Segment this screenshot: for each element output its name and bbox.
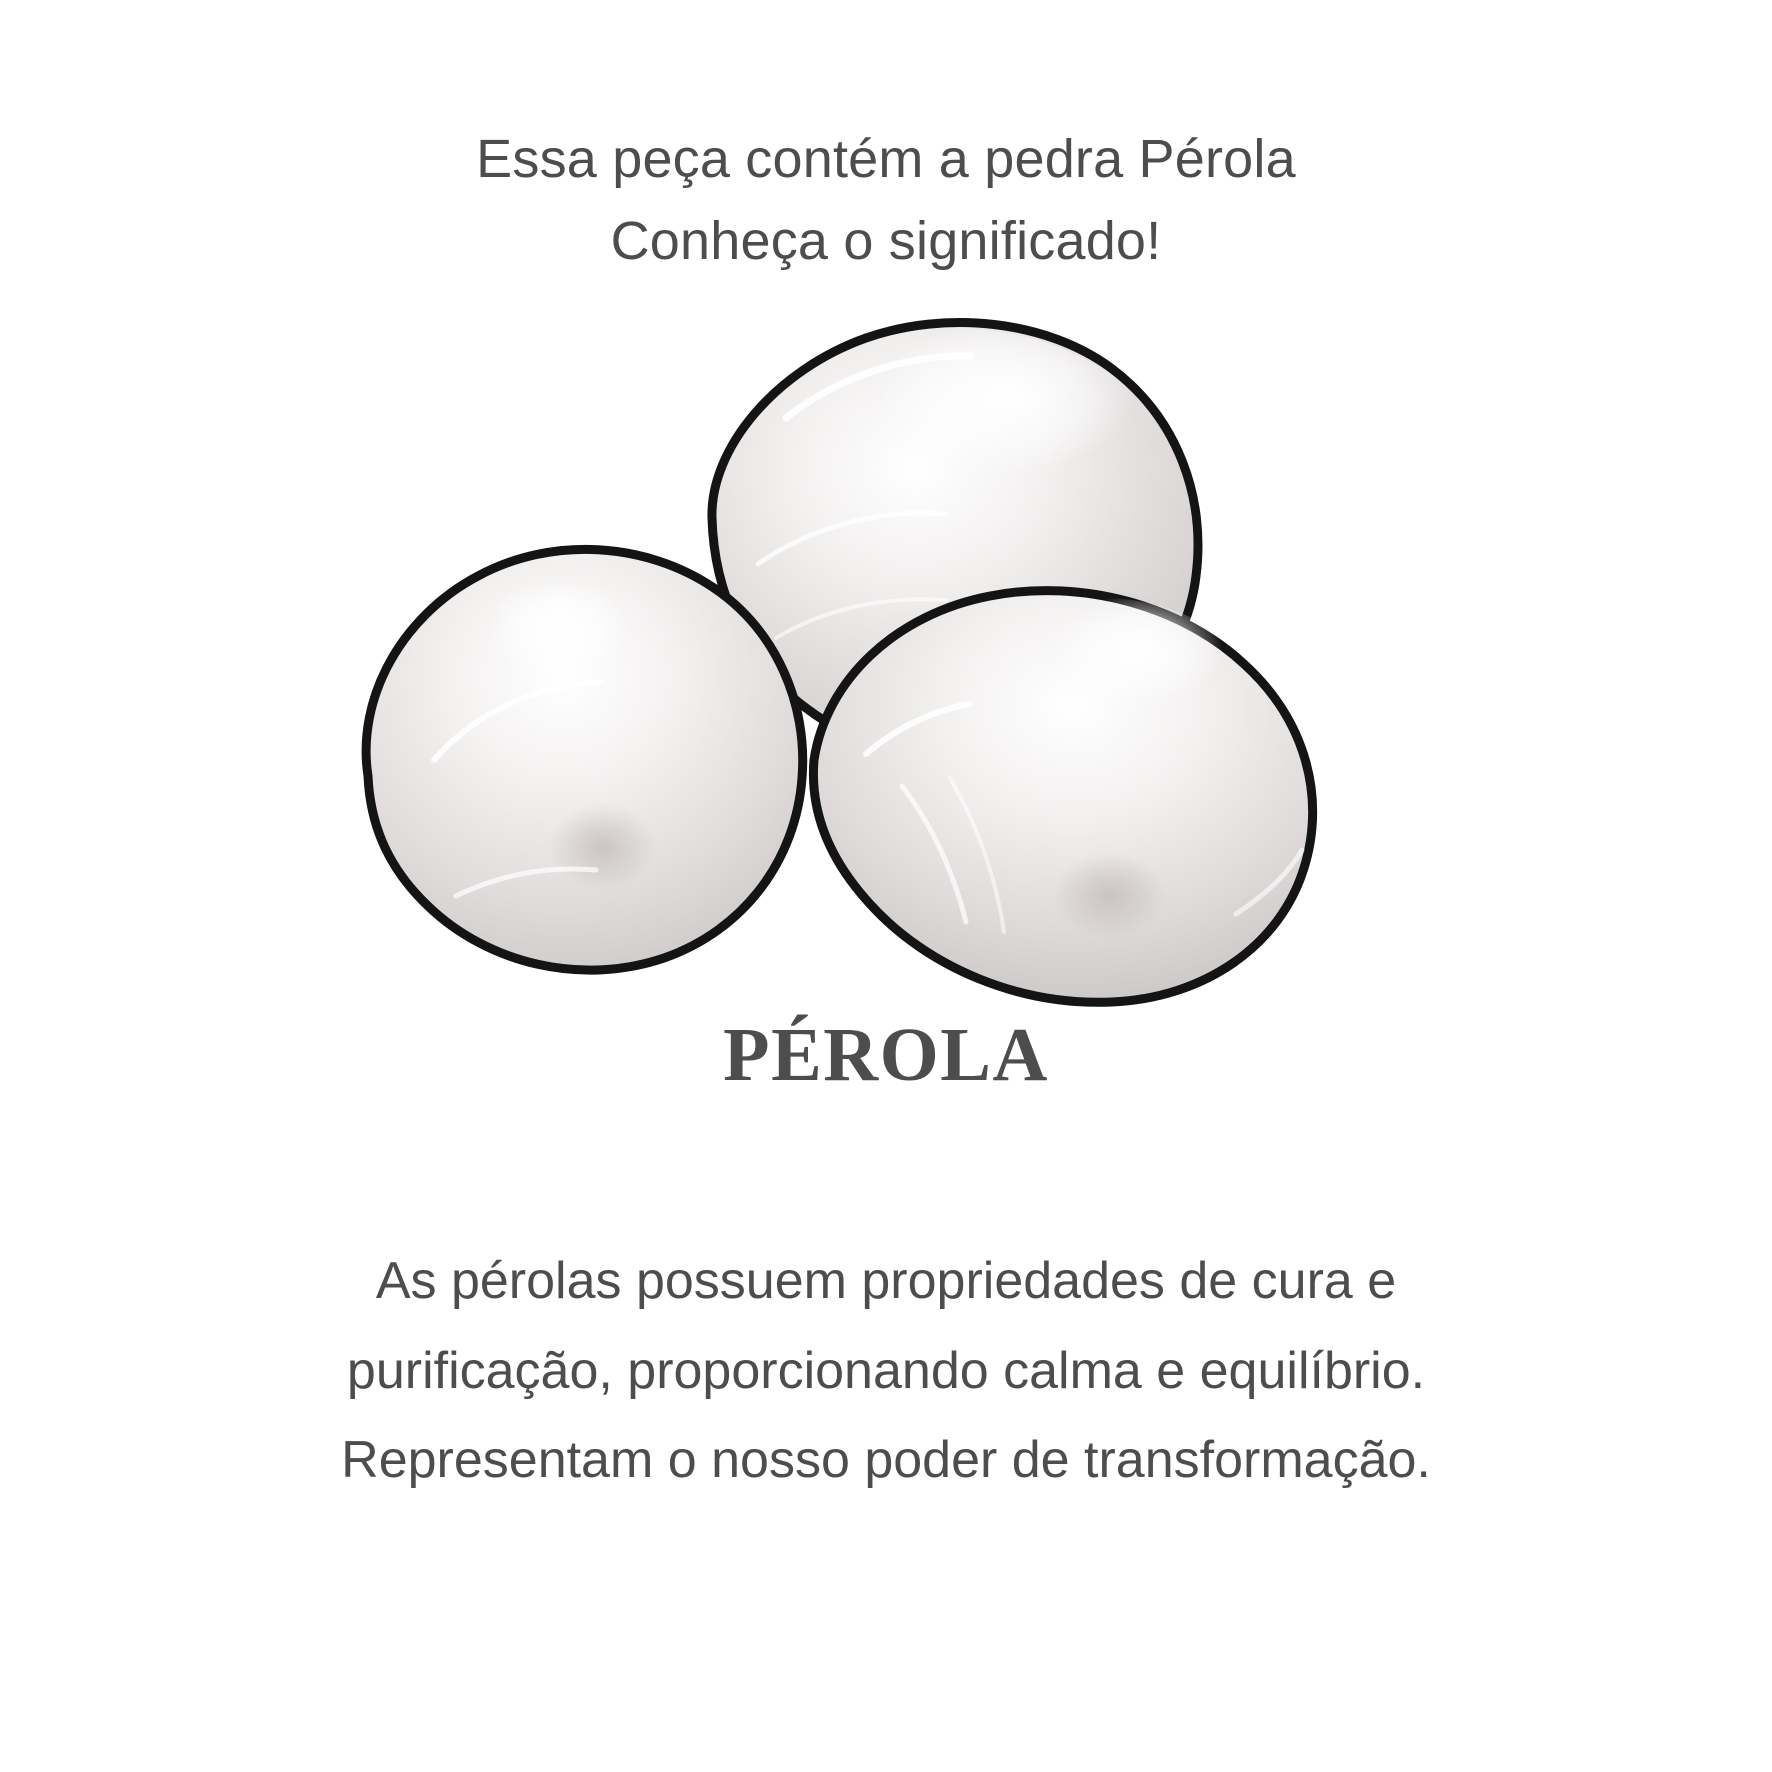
pearl-illustration: [236, 308, 1536, 1028]
description-line-3: Representam o nosso poder de transformação.: [341, 1431, 1431, 1490]
description-block: [146, 1237, 1626, 1505]
pearl-right: [813, 591, 1312, 1003]
three-pearls-icon: [306, 308, 1466, 1008]
description-line-2: purificação, proporcionando calma e equilíbrio.: [346, 1341, 1426, 1400]
heading-line-2: Conheça o significado!: [610, 211, 1162, 272]
heading-line-1: Essa peça contém a pedra Pérola: [476, 129, 1296, 189]
pearl-left: [366, 550, 803, 971]
heading-block: [476, 118, 1296, 282]
description-line-1: As pérolas possuem propriedades de cura e: [375, 1252, 1397, 1311]
stone-name: PÉROLA: [723, 1013, 1049, 1098]
